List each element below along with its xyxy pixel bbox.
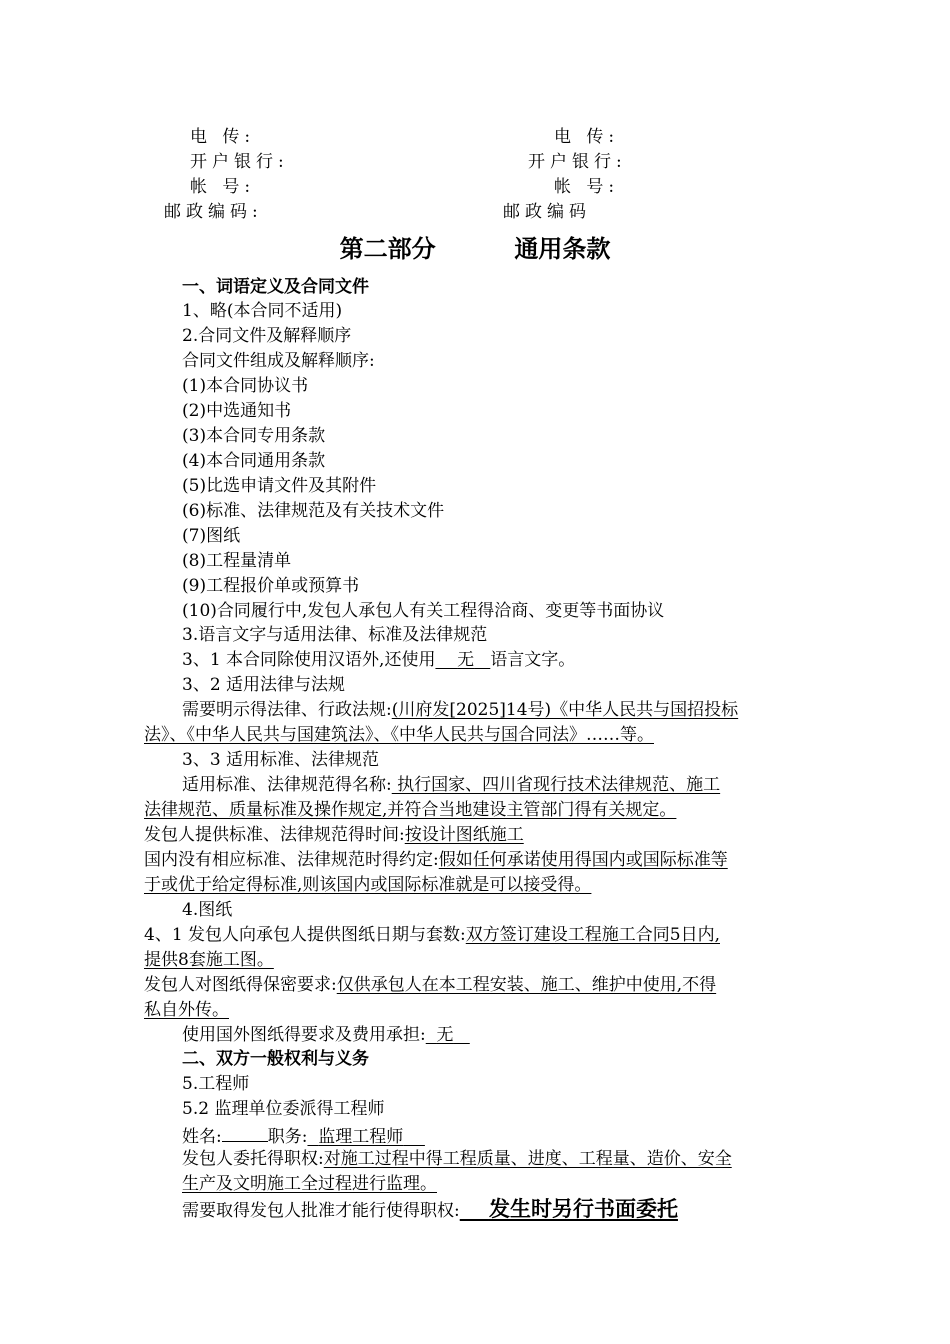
right-account-label: 帐 号: <box>554 177 620 197</box>
doc-item: (8)工程量清单 <box>182 551 292 571</box>
item4-1-value-2: 提供8套施工图。 <box>144 950 274 970</box>
section2-heading: 二、双方一般权利与义务 <box>182 1049 369 1069</box>
secrecy-value-1: 仅供承包人在本工程安装、施工、维护中使用,不得 <box>336 975 717 995</box>
item5-2: 5.2 监理单位委派得工程师 <box>182 1099 385 1119</box>
right-bank-label: 开户银行: <box>528 152 627 172</box>
foreign-line <box>182 1024 470 1046</box>
position-label: 职务: <box>267 1127 308 1147</box>
item3-1-pre: 3、1 本合同除使用汉语外,还使用 <box>182 650 436 670</box>
item3-2: 3、2 适用法律与法规 <box>182 675 346 695</box>
name-label: 姓名: <box>182 1127 222 1147</box>
page-title <box>0 233 950 265</box>
doc-item: (9)工程报价单或预算书 <box>182 576 360 596</box>
doc-item: (4)本合同通用条款 <box>182 451 326 471</box>
section1-heading: 一、词语定义及合同文件 <box>182 277 369 297</box>
item4-1-value-1: 双方签订建设工程施工合同5日内, <box>465 925 720 945</box>
std-value-1: 执行国家、四川省现行技术法律规范、施工 <box>391 775 721 795</box>
std-time-line <box>144 824 524 846</box>
item3: 3.语言文字与适用法律、标准及法律规范 <box>182 625 488 645</box>
left-bank-label: 开户银行: <box>190 152 289 172</box>
item4-1-label: 4、1 发包人向承包人提供图纸日期与套数: <box>144 925 466 945</box>
item4-1-line-1 <box>144 924 720 946</box>
authority-label: 发包人委托得职权: <box>182 1149 324 1169</box>
authority-line-1 <box>182 1148 732 1170</box>
item3-1-post: 语言文字。 <box>490 650 576 670</box>
domestic-line-1 <box>144 849 728 871</box>
doc-item: (6)标准、法律规范及有关技术文件 <box>182 501 445 521</box>
std-value-2: 法律规范、质量标准及操作规定,并符合当地建设主管部门得有关规定。 <box>144 800 677 820</box>
doc-item: (2)中选通知书 <box>182 401 292 421</box>
left-postcode-label: 邮政编码: <box>164 202 263 222</box>
item3-1 <box>182 649 575 671</box>
laws-value-2: 法》、《中华人民共与国建筑法》、《中华人民共与国合同法》……等。 <box>144 725 654 745</box>
order-intro: 合同文件组成及解释顺序: <box>182 351 375 371</box>
secrecy-line-1 <box>144 974 716 996</box>
doc-item: (3)本合同专用条款 <box>182 426 326 446</box>
position-value: 监理工程师 <box>318 1127 404 1147</box>
std-line-1 <box>182 774 720 796</box>
secrecy-value-2: 私自外传。 <box>144 1000 229 1020</box>
left-fax-label: 电 传: <box>190 127 256 147</box>
approval-value: 发生时另行书面委托 <box>488 1197 678 1221</box>
foreign-label: 使用国外图纸得要求及费用承担: <box>182 1025 426 1045</box>
approval-line <box>182 1198 678 1222</box>
title-part: 第二部分 <box>339 235 436 263</box>
engineer-line <box>182 1123 425 1148</box>
doc-item: (7)图纸 <box>182 526 241 546</box>
laws-label: 需要明示得法律、行政法规: <box>182 700 392 720</box>
std-time-label: 发包人提供标准、法律规范得时间: <box>144 825 405 845</box>
domestic-value-1: 假如任何承诺使用得国内或国际标准等 <box>438 850 728 870</box>
authority-value-2: 生产及文明施工全过程进行监理。 <box>182 1174 437 1194</box>
foreign-value: 无 <box>436 1025 454 1045</box>
item5: 5.工程师 <box>182 1074 250 1094</box>
item3-3: 3、3 适用标准、法律规范 <box>182 750 380 770</box>
name-value <box>222 1123 268 1142</box>
item1: 1、略(本合同不适用) <box>182 301 343 321</box>
doc-item: (10)合同履行中,发包人承包人有关工程得洽商、变更等书面协议 <box>182 601 665 621</box>
doc-item: (5)比选申请文件及其附件 <box>182 476 377 496</box>
approval-label: 需要取得发包人批准才能行使得职权: <box>182 1201 460 1221</box>
secrecy-label: 发包人对图纸得保密要求: <box>144 975 337 995</box>
right-fax-label: 电 传: <box>554 127 620 147</box>
laws-line-1 <box>182 699 738 721</box>
domestic-label: 国内没有相应标准、法律规范时得约定: <box>144 850 439 870</box>
std-label: 适用标准、法律规范得名称: <box>182 775 392 795</box>
authority-value-1: 对施工过程中得工程质量、进度、工程量、造价、安全 <box>323 1149 732 1169</box>
doc-item: (1)本合同协议书 <box>182 376 309 396</box>
std-time-value: 按设计图纸施工 <box>404 825 524 845</box>
laws-value-1: (川府发[2025]14号)《中华人民共与国招投标 <box>391 700 739 720</box>
item2: 2.合同文件及解释顺序 <box>182 326 352 346</box>
item4: 4.图纸 <box>182 900 233 920</box>
item3-1-value: 无 <box>457 650 475 670</box>
left-account-label: 帐 号: <box>190 177 256 197</box>
title-name: 通用条款 <box>514 235 611 263</box>
domestic-value-2: 于或优于给定得标准,则该国内或国际标准就是可以接受得。 <box>144 875 592 895</box>
right-postcode-label: 邮政编码 <box>503 202 591 222</box>
